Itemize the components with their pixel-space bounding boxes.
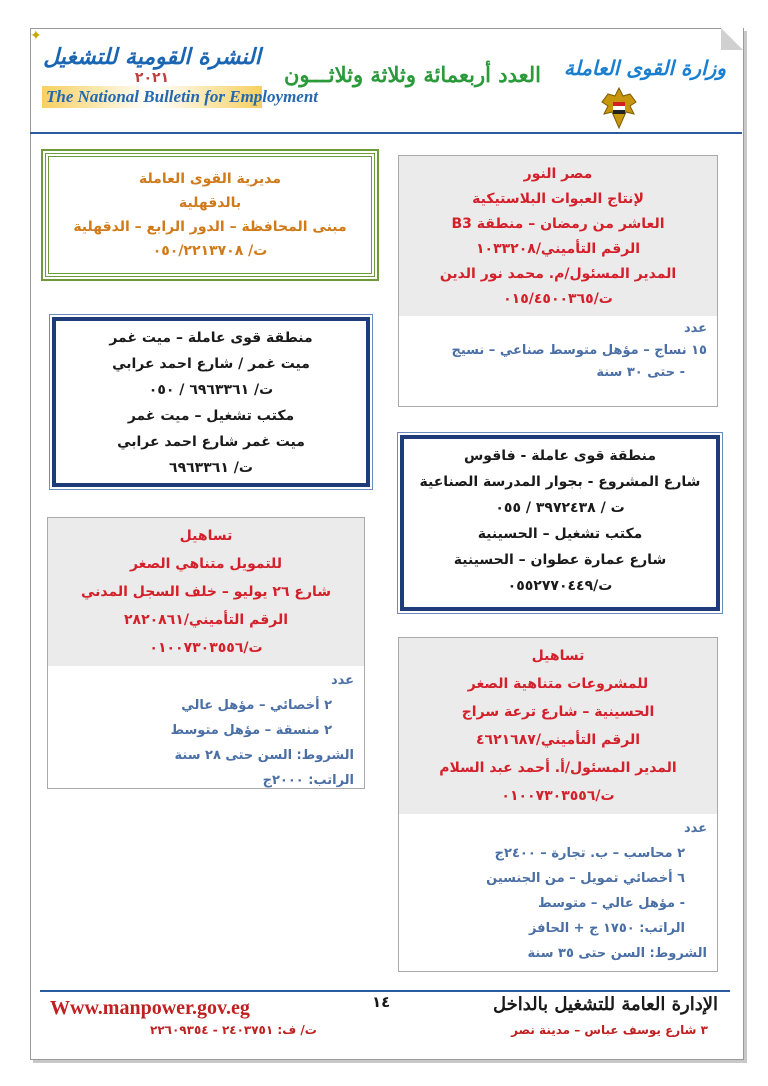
job-card-tasaheel-projects xyxy=(398,637,718,972)
employment-office-address: شارع عمارة عطوان – الحسينية xyxy=(453,552,667,568)
company-info-band xyxy=(399,638,717,814)
manager-name: المدير المسئول/أ. أحمد عبد السلام xyxy=(439,760,677,776)
company-activity: للمشروعات متناهية الصغر xyxy=(467,676,649,692)
office-area-phone: ت/ ٦٩٦٣٣٦١ / ٠٥٠ xyxy=(148,382,274,398)
company-activity: لإنتاج العبوات البلاستيكية xyxy=(472,191,644,207)
job-line: ٢ محاسب – ب. تجارة – ٢٤٠٠ج xyxy=(494,846,685,861)
directorate-title: مديرية القوى العاملة xyxy=(138,171,282,187)
job-card-tasaheel-microfinance xyxy=(47,517,365,789)
footer-website-link[interactable]: Www.manpower.gov.eg xyxy=(50,997,250,1019)
employment-office-title: مكتب تشغيل – ميت غمر xyxy=(127,408,295,424)
job-salary: الراتب: ٢٠٠٠ج xyxy=(262,773,354,788)
job-line-detail: - مؤهل عالي – متوسط xyxy=(538,896,685,911)
footer-divider xyxy=(40,990,730,992)
job-line: ٢ أخصائي – مؤهل عالي xyxy=(181,698,332,713)
ministry-block xyxy=(546,48,726,128)
company-name: تساهيل xyxy=(179,528,233,544)
manager-name: المدير المسئول/م. محمد نور الدين xyxy=(439,266,677,282)
job-conditions: الشروط: السن حتى ٣٥ سنة xyxy=(527,946,707,961)
bulletin-logo xyxy=(42,44,319,108)
company-activity: للتمويل متناهي الصغر xyxy=(129,556,283,572)
count-header: عدد xyxy=(683,321,707,336)
issue-title: العدد أربعمائة وثلاثة وثلاثـــون xyxy=(284,62,541,87)
employment-office-phone: ت/٠٥٥٢٧٧٠٤٤٩ xyxy=(507,578,613,594)
office-area-phone: ت / ٣٩٧٢٤٣٨ / ٠٥٥ xyxy=(495,500,625,516)
insurance-number: الرقم التأميني/٤٦٢١٦٨٧ xyxy=(475,732,640,748)
office-area-address: ميت غمر / شارع احمد عرابي xyxy=(112,356,310,372)
company-name: تساهيل xyxy=(531,648,585,664)
company-phone: ت/٠١٥/٤٥٠٠٣٦٥ xyxy=(503,291,613,307)
job-salary: الراتب: ١٧٥٠ ج + الحافز xyxy=(528,921,685,936)
page-number: ١٤ xyxy=(372,993,391,1011)
count-header: عدد xyxy=(683,821,707,836)
logo-english-title: The National Bulletin for Employment xyxy=(42,86,262,108)
company-phone: ت/٠١٠٠٧٣٠٣٥٥٦ xyxy=(149,640,263,656)
employment-office-title: مكتب تشغيل – الحسينية xyxy=(477,526,643,542)
employment-office-address: ميت غمر شارع احمد عرابي xyxy=(117,434,305,450)
company-phone: ت/٠١٠٠٧٣٠٣٥٥٦ xyxy=(501,788,615,804)
jobs-section xyxy=(48,666,364,795)
office-area-address: شارع المشروع - بجوار المدرسة الصناعية xyxy=(419,474,701,490)
directorate-card-dakahlia xyxy=(45,153,375,277)
logo-arabic-title: النشرة القومية للتشغيل xyxy=(43,44,261,70)
company-info-band xyxy=(399,156,717,316)
ministry-name: وزارة القوى العاملة xyxy=(563,56,726,80)
job-line: ١٥ نساج – مؤهل متوسط صناعي – نسيج xyxy=(451,343,707,358)
header-divider xyxy=(30,132,742,134)
company-location: العاشر من رمضان – منطقة B3 xyxy=(451,216,665,232)
job-line: ٢ منسقة – مؤهل متوسط xyxy=(170,723,332,738)
pin-icon: ✦ xyxy=(30,28,42,44)
company-address: شارع ٢٦ يوليو – خلف السجل المدني xyxy=(80,584,332,600)
company-address: الحسينية – شارع ترعة سراج xyxy=(461,704,655,720)
insurance-number: الرقم التأميني/٢٨٢٠٨٦١ xyxy=(123,612,288,628)
footer-department: الإدارة العامة للتشغيل بالداخل xyxy=(492,994,718,1015)
job-line-detail: - حتى ٣٠ سنة xyxy=(596,365,685,380)
job-conditions: الشروط: السن حتى ٢٨ سنة xyxy=(174,748,354,763)
job-card-masr-el-noor xyxy=(398,155,718,407)
company-name: مصر النور xyxy=(523,166,593,182)
office-card-faqous xyxy=(400,435,720,611)
employment-office-phone: ت/ ٦٩٦٣٣٦١ xyxy=(169,460,253,476)
jobs-section xyxy=(399,316,717,386)
insurance-number: الرقم التأميني/١٠٣٣٢٠٨ xyxy=(475,241,640,257)
bulletin-header xyxy=(36,40,736,132)
office-area-title: منطقة قوى عاملة - فاقوس xyxy=(463,448,657,464)
directorate-region: بالدقهلية xyxy=(178,195,242,211)
office-area-title: منطقة قوى عاملة – ميت غمر xyxy=(109,330,313,346)
company-info-band xyxy=(48,518,364,666)
job-line: ٦ أخصائي تمويل – من الجنسين xyxy=(486,871,685,886)
directorate-address: مبنى المحافظة – الدور الرابع – الدقهلية xyxy=(73,219,347,235)
directorate-phone: ت/ ٠٥٠/٢٢١٣٧٠٨ xyxy=(152,243,268,259)
office-card-mit-ghamr xyxy=(52,317,370,487)
footer-address: ٣ شارع يوسف عباس – مدينة نصر xyxy=(511,1023,708,1037)
count-header: عدد xyxy=(330,673,354,688)
logo-year: ٢٠٢١ xyxy=(134,70,170,86)
egypt-eagle-icon xyxy=(598,84,640,132)
jobs-section xyxy=(399,814,717,968)
footer-phones: ت/ ف: ٢٤٠٣٧٥١ - ٢٢٦٠٩٣٥٤ xyxy=(150,1023,317,1037)
